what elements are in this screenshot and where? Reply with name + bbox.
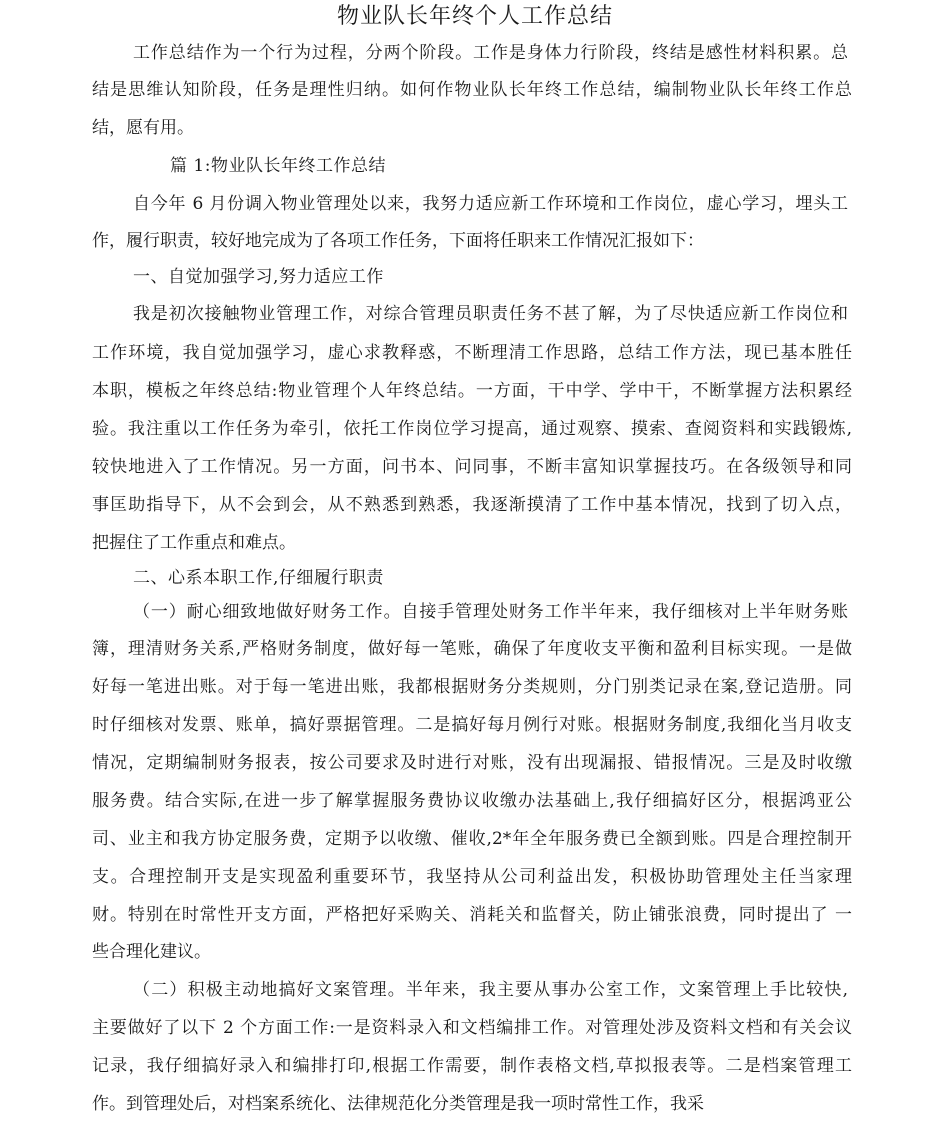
paragraph-line: 作。到管理处后，对档案系统化、法律规范化分类管理是我一项时常性工作，我采 <box>92 1094 704 1114</box>
paragraph-line: 验。我注重以工作任务为牵引，依托工作岗位学习提高，通过观察、摸索、查阅资料和实践锻炼, <box>92 419 852 439</box>
paragraph-line: 主要做好了以下 2 个方面工作:一是资料录入和文档编排工作。对管理处涉及资料文档和有关会议 <box>92 1018 852 1038</box>
paragraph-line: 记录，我仔细搞好录入和编排打印,根据工作需要，制作表格文档,草拟报表等。二是档案管理工 <box>92 1056 852 1076</box>
paragraph-line: 情况，定期编制财务报表，按公司要求及时进行对账，没有出现漏报、错报情况。三是及时收缴 <box>92 753 852 773</box>
paragraph-line: 财。特别在时常性开支方面，严格把好采购关、消耗关和监督关，防止铺张浪费，同时提出了 一 <box>92 905 852 925</box>
paragraph-line: 支。合理控制开支是实现盈利重要环节，我坚持从公司利益出发，积极协助管理处主任当家理 <box>92 867 852 887</box>
paragraph-line: 工作总结作为一个行为过程，分两个阶段。工作是身体力行阶段，终结是感性材料积累。总 <box>133 43 848 63</box>
section-heading: 二、心系本职工作,仔细履行职责 <box>133 568 384 588</box>
section-heading: 一、自觉加强学习,努力适应工作 <box>133 267 384 287</box>
paragraph-line: 好每一笔进出账。对于每一笔进出账，我都根据财务分类规则，分门别类记录在案,登记造册。同 <box>92 677 852 697</box>
document-title: 物业队长年终个人工作总结 <box>336 4 613 29</box>
paragraph-line: 些合理化建议。 <box>92 942 211 962</box>
paragraph-line: 簿，理清财务关系,严格财务制度，做好每一笔账，确保了年度收支平衡和盈利目标实现。一是做 <box>92 639 852 659</box>
paragraph-line: 司、业主和我方协定服务费，定期予以收缴、催收,2*年全年服务费已全额到账。四是合理控制开 <box>92 829 852 849</box>
paragraph-line: 本职，模板之年终总结:物业管理个人年终总结。一方面，干中学、学中干，不断掌握方法积累经 <box>92 381 852 401</box>
paragraph-line: 服务费。结合实际,在进一步了解掌握服务费协议收缴办法基础上,我仔细搞好区分，根据鸿亚公 <box>92 791 852 811</box>
paragraph-line: （二）积极主动地搞好文案管理。半年来，我主要从事办公室工作，文案管理上手比较快, <box>133 980 848 1000</box>
paragraph-line: 较快地进入了工作情况。另一方面，问书本、问同事，不断丰富知识掌握技巧。在各级领导和同 <box>92 457 852 477</box>
paragraph-line: 工作环境，我自觉加强学习，虚心求教释惑，不断理清工作思路，总结工作方法，现已基本胜任 <box>92 343 852 363</box>
paragraph-line: 自今年 6 月份调入物业管理处以来，我努力适应新工作环境和工作岗位，虚心学习，埋头工 <box>133 194 848 214</box>
paragraph-line: （一）耐心细致地做好财务工作。自接手管理处财务工作半年来，我仔细核对上半年财务账 <box>133 602 848 622</box>
paragraph-line: 我是初次接触物业管理工作，对综合管理员职责任务不甚了解，为了尽快适应新工作岗位和 <box>133 304 848 324</box>
section-heading: 篇 1:物业队长年终工作总结 <box>170 156 386 176</box>
paragraph-line: 把握住了工作重点和难点。 <box>92 533 296 553</box>
paragraph-line: 结，愿有用。 <box>92 118 194 138</box>
paragraph-line: 事匡助指导下，从不会到会，从不熟悉到熟悉，我逐渐摸清了工作中基本情况，找到了切入点， <box>92 495 852 515</box>
paragraph-line: 作，履行职责，较好地完成为了各项工作任务，下面将任职来工作情况汇报如下： <box>92 231 704 251</box>
paragraph-line: 时仔细核对发票、账单，搞好票据管理。二是搞好每月例行对账。根据财务制度,我细化当月收支 <box>92 715 852 735</box>
paragraph-line: 结是思维认知阶段，任务是理性归纳。如何作物业队长年终工作总结，编制物业队长年终工作总 <box>92 80 852 100</box>
